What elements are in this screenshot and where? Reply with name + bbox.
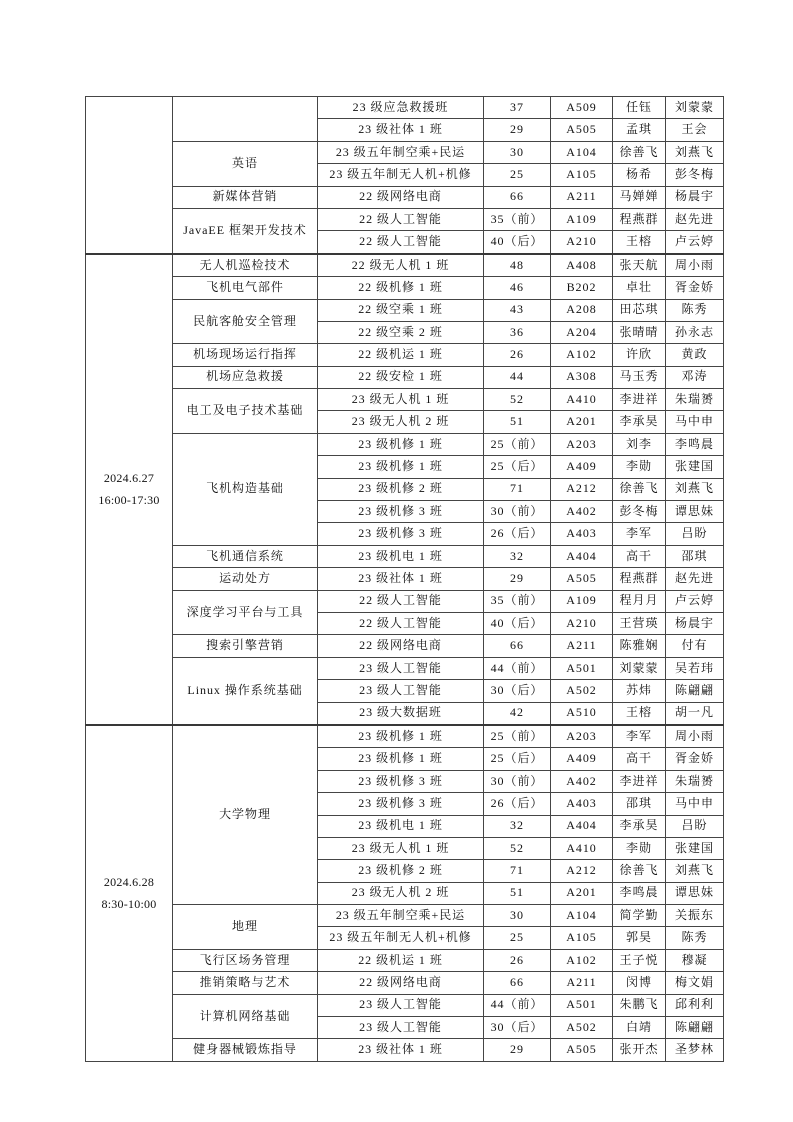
invigilator2-cell: 卢云婷	[666, 590, 724, 612]
invigilator1-cell: 李军	[613, 725, 666, 748]
invigilator2-cell: 刘燕飞	[666, 478, 724, 500]
class-cell: 22 级人工智能	[318, 612, 484, 634]
room-cell: A102	[551, 344, 613, 366]
room-cell: A208	[551, 299, 613, 321]
table-row	[86, 389, 724, 411]
invigilator1-cell: 徐善飞	[613, 478, 666, 500]
class-cell: 23 级五年制空乘+民运	[318, 905, 484, 927]
count-cell: 26（后）	[484, 523, 551, 545]
invigilator2-cell: 吕盼	[666, 523, 724, 545]
count-cell: 71	[484, 478, 551, 500]
invigilator2-cell: 朱瑞赟	[666, 770, 724, 792]
count-cell: 35（前）	[484, 208, 551, 230]
invigilator1-cell: 张晴晴	[613, 321, 666, 343]
room-cell: A211	[551, 972, 613, 994]
subject-cell: 飞行区场务管理	[173, 949, 318, 971]
count-cell: 32	[484, 545, 551, 567]
room-cell: A104	[551, 141, 613, 163]
table-row	[86, 949, 724, 971]
table-row	[86, 657, 724, 679]
class-cell: 22 级网络电商	[318, 972, 484, 994]
count-cell: 25	[484, 927, 551, 949]
invigilator1-cell: 王营瑛	[613, 612, 666, 634]
room-cell: A404	[551, 545, 613, 567]
class-cell: 22 级安检 1 班	[318, 366, 484, 388]
invigilator1-cell: 陈雅娴	[613, 635, 666, 657]
invigilator2-cell: 王会	[666, 119, 724, 141]
subject-cell: 飞机构造基础	[173, 433, 318, 545]
invigilator1-cell: 程燕群	[613, 208, 666, 230]
count-cell: 37	[484, 97, 551, 119]
count-cell: 29	[484, 119, 551, 141]
subject-cell: 大学物理	[173, 725, 318, 905]
table-row	[86, 972, 724, 994]
room-cell: A502	[551, 1017, 613, 1039]
room-cell: A105	[551, 927, 613, 949]
class-cell: 23 级大数据班	[318, 702, 484, 725]
invigilator1-cell: 王子悦	[613, 949, 666, 971]
room-cell: A211	[551, 186, 613, 208]
room-cell: A210	[551, 231, 613, 254]
invigilator2-cell: 邱利利	[666, 994, 724, 1016]
class-cell: 23 级人工智能	[318, 680, 484, 702]
class-cell: 23 级人工智能	[318, 1017, 484, 1039]
room-cell: A201	[551, 411, 613, 433]
class-cell: 23 级机修 1 班	[318, 725, 484, 748]
invigilator2-cell: 吕盼	[666, 815, 724, 837]
class-cell: 22 级网络电商	[318, 186, 484, 208]
count-cell: 46	[484, 277, 551, 299]
class-cell: 22 级无人机 1 班	[318, 254, 484, 277]
table-row	[86, 277, 724, 299]
class-cell: 23 级无人机 2 班	[318, 411, 484, 433]
table-row	[86, 635, 724, 657]
invigilator2-cell: 圣梦林	[666, 1039, 724, 1061]
invigilator2-cell: 张建国	[666, 456, 724, 478]
subject-cell: 运动处方	[173, 568, 318, 590]
table-row	[86, 186, 724, 208]
invigilator1-cell: 李鸣晨	[613, 882, 666, 904]
invigilator2-cell: 胥金娇	[666, 748, 724, 770]
room-cell: A104	[551, 905, 613, 927]
subject-cell: Linux 操作系统基础	[173, 657, 318, 725]
class-cell: 22 级机运 1 班	[318, 949, 484, 971]
class-cell: 22 级空乘 1 班	[318, 299, 484, 321]
table-row	[86, 1039, 724, 1061]
count-cell: 35（前）	[484, 590, 551, 612]
room-cell: A210	[551, 612, 613, 634]
exam-schedule-table	[85, 96, 724, 1062]
count-cell: 32	[484, 815, 551, 837]
room-cell: A510	[551, 702, 613, 725]
subject-cell: 无人机巡检技术	[173, 254, 318, 277]
count-cell: 25（前）	[484, 433, 551, 455]
class-cell: 23 级机修 1 班	[318, 748, 484, 770]
table-row	[86, 208, 724, 230]
subject-cell: 民航客舱安全管理	[173, 299, 318, 344]
room-cell: A505	[551, 119, 613, 141]
invigilator1-cell: 李军	[613, 523, 666, 545]
room-cell: A408	[551, 254, 613, 277]
date-line: 16:00-17:30	[98, 493, 160, 508]
class-cell: 23 级机电 1 班	[318, 545, 484, 567]
room-cell: A203	[551, 433, 613, 455]
room-cell: A212	[551, 478, 613, 500]
invigilator2-cell: 陈翩翩	[666, 680, 724, 702]
invigilator1-cell: 李勋	[613, 456, 666, 478]
subject-cell	[173, 97, 318, 142]
table-row	[86, 254, 724, 277]
class-cell: 23 级机修 3 班	[318, 770, 484, 792]
subject-cell: 地理	[173, 905, 318, 950]
room-cell: A403	[551, 793, 613, 815]
invigilator2-cell: 刘燕飞	[666, 860, 724, 882]
count-cell: 66	[484, 186, 551, 208]
table-row	[86, 994, 724, 1016]
count-cell: 44	[484, 366, 551, 388]
room-cell: A109	[551, 208, 613, 230]
invigilator2-cell: 陈翩翩	[666, 1017, 724, 1039]
invigilator1-cell: 李进祥	[613, 389, 666, 411]
count-cell: 30（后）	[484, 680, 551, 702]
subject-cell: JavaEE 框架开发技术	[173, 208, 318, 253]
count-cell: 52	[484, 837, 551, 859]
count-cell: 30（前）	[484, 770, 551, 792]
invigilator1-cell: 程月月	[613, 590, 666, 612]
invigilator1-cell: 刘李	[613, 433, 666, 455]
invigilator1-cell: 闵博	[613, 972, 666, 994]
class-cell: 23 级人工智能	[318, 994, 484, 1016]
date-line: 2024.6.27	[103, 471, 155, 486]
invigilator1-cell: 王榕	[613, 231, 666, 254]
count-cell: 43	[484, 299, 551, 321]
room-cell: A505	[551, 1039, 613, 1061]
invigilator1-cell: 徐善飞	[613, 141, 666, 163]
count-cell: 26（后）	[484, 793, 551, 815]
class-cell: 23 级机修 3 班	[318, 523, 484, 545]
subject-cell: 电工及电子技术基础	[173, 389, 318, 434]
invigilator2-cell: 周小雨	[666, 725, 724, 748]
invigilator1-cell: 马婵婵	[613, 186, 666, 208]
invigilator1-cell: 程燕群	[613, 568, 666, 590]
invigilator2-cell: 刘蒙蒙	[666, 97, 724, 119]
class-cell: 23 级机修 3 班	[318, 793, 484, 815]
invigilator1-cell: 李承昊	[613, 815, 666, 837]
subject-cell: 深度学习平台与工具	[173, 590, 318, 635]
table-row	[86, 344, 724, 366]
invigilator2-cell: 杨晨宇	[666, 186, 724, 208]
invigilator1-cell: 任钰	[613, 97, 666, 119]
class-cell: 23 级无人机 1 班	[318, 389, 484, 411]
count-cell: 29	[484, 568, 551, 590]
room-cell: A409	[551, 748, 613, 770]
invigilator2-cell: 陈秀	[666, 927, 724, 949]
count-cell: 44（前）	[484, 657, 551, 679]
class-cell: 23 级应急救援班	[318, 97, 484, 119]
count-cell: 42	[484, 702, 551, 725]
class-cell: 22 级网络电商	[318, 635, 484, 657]
invigilator1-cell: 刘蒙蒙	[613, 657, 666, 679]
room-cell: A402	[551, 770, 613, 792]
invigilator2-cell: 朱瑞赟	[666, 389, 724, 411]
class-cell: 23 级五年制空乘+民运	[318, 141, 484, 163]
count-cell: 71	[484, 860, 551, 882]
invigilator1-cell: 王榕	[613, 702, 666, 725]
invigilator1-cell: 高干	[613, 748, 666, 770]
table-row	[86, 545, 724, 567]
count-cell: 48	[484, 254, 551, 277]
invigilator1-cell: 张天航	[613, 254, 666, 277]
room-cell: A501	[551, 657, 613, 679]
count-cell: 25	[484, 164, 551, 186]
count-cell: 52	[484, 389, 551, 411]
invigilator2-cell: 卢云婷	[666, 231, 724, 254]
subject-cell: 计算机网络基础	[173, 994, 318, 1039]
count-cell: 25（后）	[484, 748, 551, 770]
count-cell: 26	[484, 949, 551, 971]
room-cell: A403	[551, 523, 613, 545]
class-cell: 23 级机修 1 班	[318, 456, 484, 478]
room-cell: A211	[551, 635, 613, 657]
class-cell: 23 级机修 2 班	[318, 860, 484, 882]
invigilator2-cell: 胡一凡	[666, 702, 724, 725]
invigilator1-cell: 苏炜	[613, 680, 666, 702]
invigilator1-cell: 彭冬梅	[613, 501, 666, 523]
count-cell: 66	[484, 972, 551, 994]
room-cell: A409	[551, 456, 613, 478]
date-cell	[86, 725, 173, 1061]
class-cell: 22 级机修 1 班	[318, 277, 484, 299]
invigilator1-cell: 李进祥	[613, 770, 666, 792]
date-line: 2024.6.28	[103, 875, 155, 890]
room-cell: A109	[551, 590, 613, 612]
invigilator1-cell: 田芯琪	[613, 299, 666, 321]
subject-cell: 飞机电气部件	[173, 277, 318, 299]
table-row	[86, 568, 724, 590]
invigilator2-cell: 付有	[666, 635, 724, 657]
class-cell: 23 级机修 1 班	[318, 433, 484, 455]
subject-cell: 搜索引擎营销	[173, 635, 318, 657]
invigilator2-cell: 胥金娇	[666, 277, 724, 299]
room-cell: A308	[551, 366, 613, 388]
invigilator1-cell: 杨希	[613, 164, 666, 186]
count-cell: 25（前）	[484, 725, 551, 748]
count-cell: 29	[484, 1039, 551, 1061]
invigilator2-cell: 赵先进	[666, 208, 724, 230]
class-cell: 23 级机修 3 班	[318, 501, 484, 523]
class-cell: 23 级五年制无人机+机修	[318, 927, 484, 949]
class-cell: 22 级人工智能	[318, 208, 484, 230]
invigilator2-cell: 梅文娟	[666, 972, 724, 994]
subject-cell: 新媒体营销	[173, 186, 318, 208]
room-cell: B202	[551, 277, 613, 299]
invigilator1-cell: 朱鹏飞	[613, 994, 666, 1016]
invigilator2-cell: 张建国	[666, 837, 724, 859]
count-cell: 26	[484, 344, 551, 366]
class-cell: 23 级无人机 1 班	[318, 837, 484, 859]
class-cell: 22 级人工智能	[318, 590, 484, 612]
count-cell: 30	[484, 905, 551, 927]
table-row	[86, 366, 724, 388]
room-cell: A402	[551, 501, 613, 523]
count-cell: 51	[484, 882, 551, 904]
date-line: 8:30-10:00	[101, 897, 157, 912]
invigilator2-cell: 孙永志	[666, 321, 724, 343]
table-row	[86, 590, 724, 612]
class-cell: 23 级五年制无人机+机修	[318, 164, 484, 186]
class-cell: 23 级社体 1 班	[318, 568, 484, 590]
invigilator1-cell: 徐善飞	[613, 860, 666, 882]
subject-cell: 推销策略与艺术	[173, 972, 318, 994]
count-cell: 30（后）	[484, 1017, 551, 1039]
room-cell: A410	[551, 837, 613, 859]
room-cell: A105	[551, 164, 613, 186]
room-cell: A201	[551, 882, 613, 904]
room-cell: A204	[551, 321, 613, 343]
invigilator1-cell: 简学勤	[613, 905, 666, 927]
count-cell: 36	[484, 321, 551, 343]
room-cell: A404	[551, 815, 613, 837]
subject-cell: 英语	[173, 141, 318, 186]
count-cell: 44（前）	[484, 994, 551, 1016]
count-cell: 25（后）	[484, 456, 551, 478]
room-cell: A212	[551, 860, 613, 882]
invigilator2-cell: 彭冬梅	[666, 164, 724, 186]
table-row	[86, 299, 724, 321]
count-cell: 40（后）	[484, 231, 551, 254]
class-cell: 23 级社体 1 班	[318, 1039, 484, 1061]
class-cell: 23 级机电 1 班	[318, 815, 484, 837]
invigilator1-cell: 白靖	[613, 1017, 666, 1039]
invigilator2-cell: 关振东	[666, 905, 724, 927]
subject-cell: 健身器械锻炼指导	[173, 1039, 318, 1061]
room-cell: A501	[551, 994, 613, 1016]
invigilator2-cell: 谭思妹	[666, 501, 724, 523]
invigilator2-cell: 陈秀	[666, 299, 724, 321]
table-row	[86, 905, 724, 927]
invigilator2-cell: 赵先进	[666, 568, 724, 590]
invigilator2-cell: 李鸣晨	[666, 433, 724, 455]
count-cell: 51	[484, 411, 551, 433]
invigilator2-cell: 马中申	[666, 793, 724, 815]
room-cell: A410	[551, 389, 613, 411]
invigilator1-cell: 许欣	[613, 344, 666, 366]
invigilator2-cell: 邵琪	[666, 545, 724, 567]
exam-schedule-body	[86, 97, 724, 1062]
count-cell: 66	[484, 635, 551, 657]
invigilator2-cell: 穆凝	[666, 949, 724, 971]
room-cell: A502	[551, 680, 613, 702]
invigilator1-cell: 卓壮	[613, 277, 666, 299]
class-cell: 22 级机运 1 班	[318, 344, 484, 366]
count-cell: 30（前）	[484, 501, 551, 523]
table-row	[86, 97, 724, 119]
invigilator1-cell: 李勋	[613, 837, 666, 859]
invigilator1-cell: 马玉秀	[613, 366, 666, 388]
invigilator2-cell: 杨晨宇	[666, 612, 724, 634]
count-cell: 30	[484, 141, 551, 163]
table-row	[86, 141, 724, 163]
class-cell: 23 级社体 1 班	[318, 119, 484, 141]
invigilator1-cell: 郭昊	[613, 927, 666, 949]
class-cell: 23 级机修 2 班	[318, 478, 484, 500]
class-cell: 22 级人工智能	[318, 231, 484, 254]
invigilator1-cell: 李承昊	[613, 411, 666, 433]
date-cell	[86, 254, 173, 725]
room-cell: A102	[551, 949, 613, 971]
date-cell	[86, 97, 173, 254]
room-cell: A505	[551, 568, 613, 590]
table-row	[86, 725, 724, 748]
subject-cell: 飞机通信系统	[173, 545, 318, 567]
invigilator1-cell: 高干	[613, 545, 666, 567]
room-cell: A203	[551, 725, 613, 748]
class-cell: 22 级空乘 2 班	[318, 321, 484, 343]
invigilator2-cell: 刘燕飞	[666, 141, 724, 163]
invigilator1-cell: 邵琪	[613, 793, 666, 815]
invigilator1-cell: 孟琪	[613, 119, 666, 141]
class-cell: 23 级人工智能	[318, 657, 484, 679]
count-cell: 40（后）	[484, 612, 551, 634]
subject-cell: 机场现场运行指挥	[173, 344, 318, 366]
subject-cell: 机场应急救援	[173, 366, 318, 388]
invigilator2-cell: 黄政	[666, 344, 724, 366]
invigilator2-cell: 邓涛	[666, 366, 724, 388]
table-row	[86, 433, 724, 455]
invigilator2-cell: 谭思妹	[666, 882, 724, 904]
class-cell: 23 级无人机 2 班	[318, 882, 484, 904]
invigilator2-cell: 马中申	[666, 411, 724, 433]
invigilator1-cell: 张开杰	[613, 1039, 666, 1061]
invigilator2-cell: 周小雨	[666, 254, 724, 277]
invigilator2-cell: 吴若玮	[666, 657, 724, 679]
room-cell: A509	[551, 97, 613, 119]
